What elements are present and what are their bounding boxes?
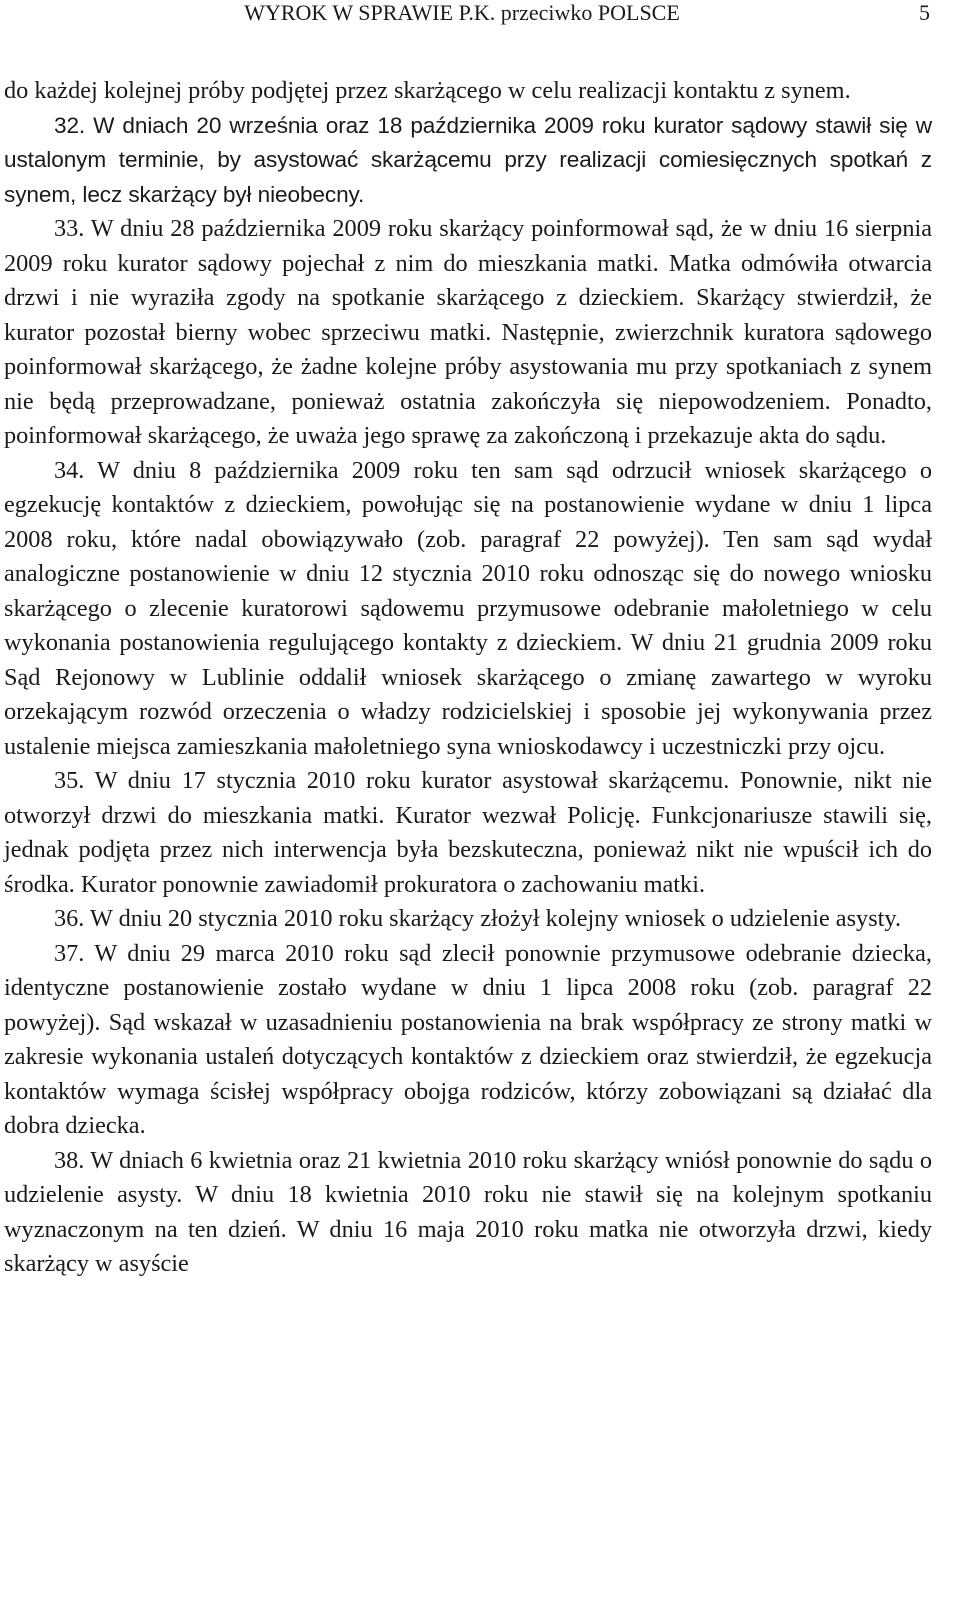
paragraph-continuation: do każdej kolejnej próby podjętej przez skarżącego w celu realizacji kontaktu z synem. xyxy=(4,77,851,104)
running-header xyxy=(4,0,932,40)
paragraph-36: 36. W dniu 20 stycznia 2010 roku skarżący złożył kolejny wniosek o udzielenie asysty. xyxy=(54,905,902,932)
paragraph-38: 38. W dniach 6 kwietnia oraz 21 kwietnia 2010 roku skarżący wniósł ponownie do sądu o udzielenie asysty. W dniu 18 kwietnia 2010 roku nie stawił się na kolejnym spotkaniu wyznaczonym na ten dzień. W dniu 16 maja 2010 roku matka nie otworzyła drzwi, kiedy skarżący w asyście xyxy=(4,1146,932,1277)
paragraph-35: 35. W dniu 17 stycznia 2010 roku kurator asystował skarżącemu. Ponownie, nikt nie otworzył drzwi do mieszkania matki. Kurator wezwał Policję. Funkcjonariusze stawili się, jednak podjęta przez nich interwencja była bezskuteczna, ponieważ nikt nie wpuścił ich do środka. Kurator ponownie zawiadomił prokuratora o zachowaniu matki. xyxy=(4,767,932,898)
paragraph-33: 33. W dniu 28 października 2009 roku skarżący poinformował sąd, że w dniu 16 sierpnia 2009 roku kurator sądowy pojechał z nim do mieszkania matki. Matka odmówiła otwarcia drzwi i nie wyraziła zgody na spotkanie skarżącego z dzieckiem. Skarżący stwierdził, że kurator pozostał bierny wobec sprzeciwu matki. Następnie, zwierzchnik kuratora sądowego poinformował skarżącego, że żadne kolejne próby asystowania mu przy spotkaniach z synem nie będą przeprowadzane, ponieważ ostatnia zakończyła się niepowodzeniem. Ponadto, poinformował skarżącego, że uważa jego sprawę za zakończoną i przekazuje akta do sądu. xyxy=(4,215,932,449)
page-number: 5 xyxy=(919,0,930,25)
paragraph-34: 34. W dniu 8 października 2009 roku ten sam sąd odrzucił wniosek skarżącego o egzekucję kontaktów z dzieckiem, powołując się na postanowienie wydane w dniu 1 lipca 2008 roku, które nadal obowiązywało (zob. paragraf 22 powyżej). Ten sam sąd wydał analogiczne postanowienie w dniu 12 stycznia 2010 roku odnosząc się do nowego wniosku skarżącego o zlecenie kuratorowi sądowemu przymusowe odebranie małoletniego w celu wykonania postanowienia regulującego kontakty z dzieckiem. W dniu 21 grudnia 2009 roku Sąd Rejonowy w Lublinie oddalił wniosek skarżącego o zmianę zawartego w wyroku orzekającym rozwód orzeczenia o władzy rodzicielskiej i sposobie jej wykonywania przez ustalenie miejsca zamieszkania małoletniego syna wnioskodawcy i uczestniczki przy ojcu. xyxy=(4,456,932,760)
paragraph-37: 37. W dniu 29 marca 2010 roku sąd zlecił ponownie przymusowe odebranie dziecka, identyczne postanowienie zostało wydane w dniu 1 lipca 2008 roku (zob. paragraf 22 powyżej). Sąd wskazał w uzasadnieniu postanowienia na brak współpracy ze strony matki w zakresie wykonania ustaleń dotyczących kontaktów z dzieckiem oraz stwierdził, że egzekucja kontaktów wymaga ścisłej współpracy obojga rodziców, którzy zobowiązani są działać dla dobra dziecka. xyxy=(4,939,932,1139)
document-body xyxy=(4,74,932,1282)
paragraph-32: 32. W dniach 20 września oraz 18 października 2009 roku kurator sądowy stawił się w ustalonym terminie, by asystować skarżącemu przy realizacji comiesięcznych spotkań z synem, lecz skarżący był nieobecny. xyxy=(4,112,932,207)
header-title: WYROK W SPRAWIE P.K. przeciwko POLSCE xyxy=(244,0,680,25)
